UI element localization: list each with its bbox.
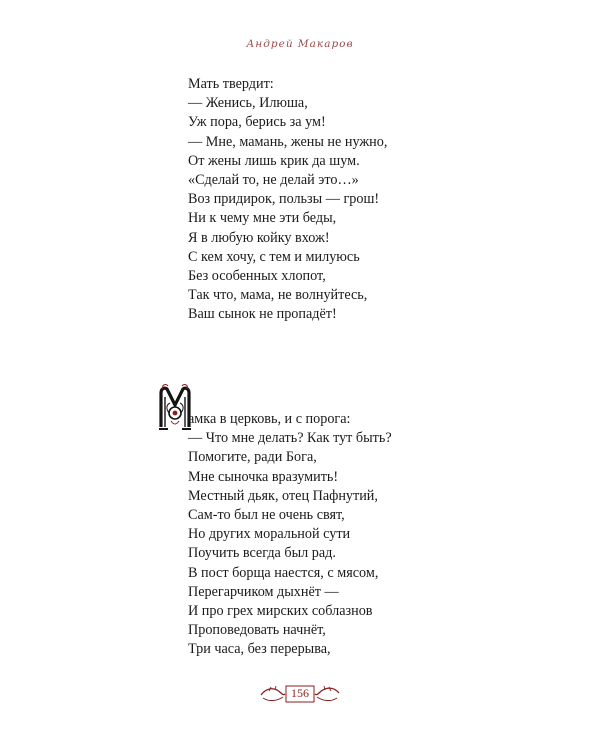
page-number: 156 (291, 686, 309, 700)
poem-line: Так что, мама, не волнуйтесь, (188, 287, 368, 304)
poem-line: — Женись, Илюша, (188, 95, 308, 112)
poem-line: амка в церковь, и с порога: (188, 411, 351, 427)
poem-line: Мать твердит: (188, 76, 274, 92)
poem-line: Перегарчиком дыхнёт — (188, 583, 339, 600)
poem-line: В пост борща наестся, с мясом, (188, 564, 379, 581)
poem-stanza-1 (188, 75, 387, 325)
poem-line: Проповедовать начнёт, (188, 622, 326, 639)
poem-line: Без особенных хлопот, (188, 268, 326, 285)
poem-line: Помогите, ради Бога, (188, 449, 317, 466)
poem-line: Уж пора, берись за ум! (188, 114, 326, 131)
poem-line: Воз придирок, пользы — грош! (188, 191, 380, 208)
poem-stanza-2 (188, 410, 392, 660)
poem-line: С кем хочу, с тем и милуюсь (188, 248, 360, 265)
poem-line: Сам-то был не очень свят, (188, 507, 345, 524)
poem-line: — Мне, мамань, жены не нужно, (188, 133, 388, 150)
running-head-author: Андрей Макаров (246, 38, 354, 50)
poem-line: Три часа, без перерыва, (188, 641, 331, 658)
poem-line: Мне сыночка вразумить! (188, 468, 339, 485)
poem-line: От жены лишь крик да шум. (188, 152, 360, 169)
poem-line: Но других моральной сути (188, 526, 351, 543)
poem-line: Поучить всегда был рад. (188, 545, 336, 562)
poem-line: Ни к чему мне эти беды, (188, 210, 337, 227)
dropcap-ornament-icon (158, 383, 192, 433)
poem-line: — Что мне делать? Как тут быть? (188, 430, 392, 447)
poem-line: Я в любую койку вхож! (188, 229, 330, 246)
poem-line: И про грех мирских соблазнов (188, 603, 373, 620)
poem-line: «Сделай то, не делай это…» (188, 172, 359, 189)
poem-line: Ваш сынок не пропадёт! (188, 306, 337, 323)
poem-line: Местный дьяк, отец Пафнутий, (188, 487, 378, 504)
